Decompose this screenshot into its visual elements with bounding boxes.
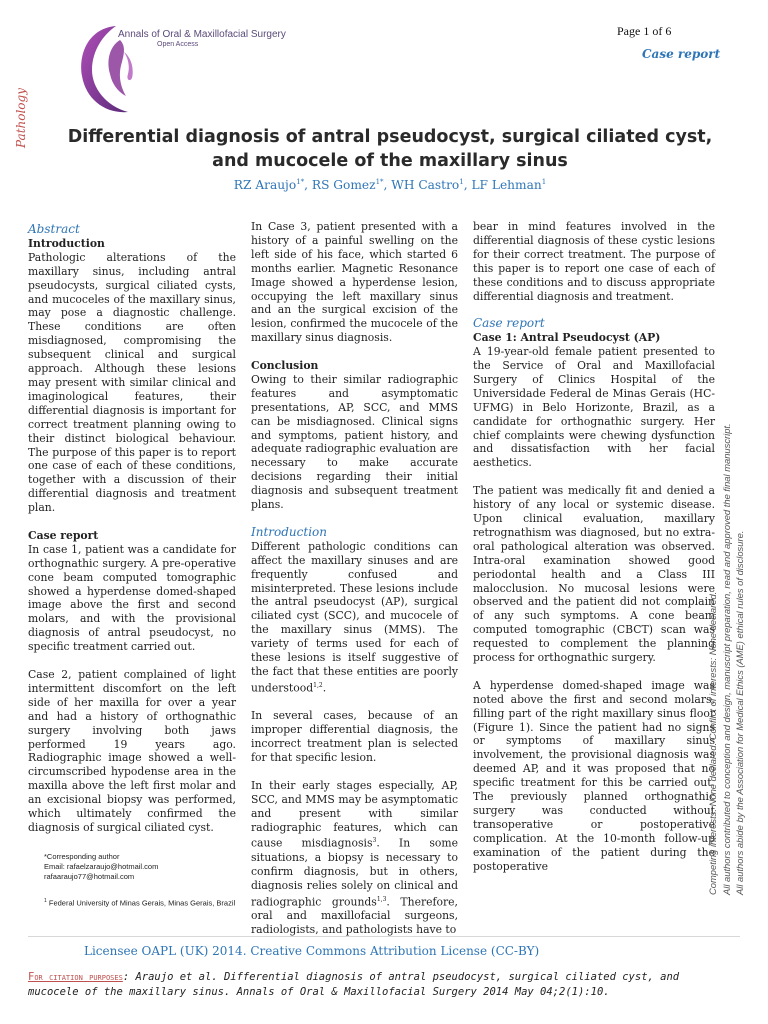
case-report-heading: Case report xyxy=(473,316,545,331)
introduction-p1: Different pathologic conditions can affect the maxillary sinuses and are frequently confused and misinterpreted. These lesions include the antral pseudocyst (AP), surgical ciliated cyst (SCC), and mucocele of the maxillary sinus (MMS). The variety of terms used for each of these lesions is itself suggestive of the fact that these entities are poorly understood$^{1,2}$. xyxy=(251,539,458,695)
page-number: Page 1 of 6 xyxy=(617,24,672,38)
abstract-case3-text: In Case 3, patient presented with a history of a painful swelling on the left side of his face, which started 6 months earlier. Magnetic Resonance Image showed a hyperdense lesion, occupying the left maxillary sinus and an the surgical excision of the lesion, confirmed the mucocele of the maxillary sinus diagnosis. xyxy=(251,220,458,345)
license-line: Licensee OAPL (UK) 2014. Creative Commons Attribution License (CC-BY) xyxy=(84,944,540,958)
case1-paragraph-1: A 19-year-old female patient presented to the Service of Oral and Maxillofacial Surgery of Clinics Hospital of the Universidade Federal de Minas Gerais (HC-UFMG) in Belo Horizonte, Brazil, as a candidate for orthognathic surgery. Her chief complaints were chewing dysfunction and dissatisfaction with her facial aesthetics. xyxy=(473,345,715,470)
column-3 xyxy=(473,220,715,874)
abstract-case1-text: In case 1, patient was a candidate for orthognathic surgery. A pre-operative cone beam computed tomographic showed a hyperdense domed-shaped image above the first and second molars, and with the provisional diagnosis of antral pseudocyst, no specific treatment carried out. xyxy=(28,542,236,654)
introduction-p3-text-c: . Therefore, oral and maxillofacial surgeons, radiologists, and pathologists have to xyxy=(251,895,458,937)
abstract-case-heading: Case report xyxy=(28,528,99,542)
introduction-p2: In several cases, because of an improper differential diagnosis, the incorrect treatment plan is selected for that specific lesion. xyxy=(251,709,458,764)
title-line-2: and mucocele of the maxillary sinus xyxy=(212,151,568,171)
corresponding-email-2: rafaaraujo77@hotmail.com xyxy=(44,872,135,882)
sidenote-line-1: Competing interests: None declared. Conflict of interests: None declared. xyxy=(707,591,718,895)
author-name: RZ Araujo xyxy=(233,178,297,193)
introduction-p1-text: Different pathologic conditions can affect the maxillary sinuses and are frequently confused and misinterpreted. These lesions include the antral pseudocyst (AP), surgical ciliated cyst (SCC), and mucocele of the maxillary sinus (MMS). The variety of terms used for each of these lesions is itself suggestive of the fact that these entities are poorly understood xyxy=(251,539,458,695)
conclusion-text: Owing to their similar radiographic features and asymptomatic presentations, AP, SCC, and MMS can be misdiagnosed. Clinical signs and symptoms, patient history, and adequate radiographic evaluation are necessary to make accurate decisions regarding their initial diagnosis and subsequent treatment plans. xyxy=(251,372,458,512)
article-title xyxy=(60,125,720,173)
abstract-case2-text: Case 2, patient complained of light intermittent discomfort on the left side of her maxilla for over a year and had a history of orthognathic surgery involving both jaws performed 19 years ago. Radiographic image showed a well-circumscribed hypodense area in the maxilla above the left first molar and an excisional biopsy was performed, which ultimately confirmed the diagnosis of surgical ciliated cyst. xyxy=(28,667,236,834)
column-2 xyxy=(251,220,458,937)
corresponding-author xyxy=(44,852,158,883)
author-mark: 1 xyxy=(459,178,464,186)
title-line-1: Differential diagnosis of antral pseudocyst, surgical ciliated cyst, xyxy=(67,127,713,147)
corresponding-email-1: Email: rafaelzaraujo@hotmail.com xyxy=(44,862,159,872)
affiliation-text: Federal University of Minas Gerais, Minas Gerais, Brazil xyxy=(46,898,236,908)
column-1 xyxy=(28,223,236,835)
author-mark: 1* xyxy=(296,178,305,186)
affiliation-mark: 1 xyxy=(44,898,47,904)
citation-label: For citation purposes xyxy=(28,971,123,983)
footer-divider xyxy=(28,936,740,937)
affiliation xyxy=(44,896,244,909)
author-name: WH Castro xyxy=(391,178,460,193)
section-label: Pathology xyxy=(14,88,28,148)
author-name: RS Gomez xyxy=(311,178,376,193)
case1-heading: Case 1: Antral Pseudocyst (AP) xyxy=(473,331,661,345)
corresponding-label: *Corresponding author xyxy=(44,852,120,861)
introduction-p3-text-b: . In some situations, a biopsy is necessary to confirm diagnosis, but in others, diagnosis relies solely on clinical and radiographic grounds xyxy=(251,837,458,909)
author-list: RZ Araujo$^{1*}$, RS Gomez$^{1*}$, WH Castro$^1$, LF Lehman$^1$ xyxy=(233,178,547,193)
open-access-label: Open Access xyxy=(157,41,199,48)
ref-mark: 1,3 xyxy=(376,895,387,903)
ref-mark: 1,2 xyxy=(313,681,323,689)
abstract-heading: Abstract xyxy=(28,222,80,236)
sidenote-line-3: All authors abide by the Association for Medical Ethics (AME) ethical rules of disclosure. xyxy=(734,530,745,895)
citation-text: : Araujo et al. Differential diagnosis of antral pseudocyst, surgical ciliated cyst, and mucocele of the maxillary sinus. Annals of Oral & Maxillofacial Surgery 2014 May 04;2(1):10. xyxy=(28,971,680,998)
article-type: Case report xyxy=(642,47,721,61)
introduction-p3 xyxy=(251,779,458,937)
introduction-heading: Introduction xyxy=(251,524,327,539)
journal-name: Annals of Oral & Maxillofacial Surgery xyxy=(118,29,286,40)
author-name: LF Lehman xyxy=(471,178,542,193)
conclusion-heading: Conclusion xyxy=(251,359,319,373)
author-mark: 1* xyxy=(375,178,384,186)
case1-paragraph-3: A hyperdense domed-shaped image was noted above the first and second molars, filling part of the right maxillary sinus floor (Figure 1). Since the patient had no signs or symptoms of maxillary sinus involvement, the provisional diagnosis was deemed AP, and it was proposed that no specific treatment for this be carried out. The previously planned orthognathic surgery was conducted without transoperative or postoperative complication. At the 10-month follow-up examination of the patient during the postoperative xyxy=(473,678,715,873)
sidenote-line-2: All authors contributed to conception and design, manuscript preparation, read and approved the final manuscript. xyxy=(720,423,732,895)
abstract-intro-text: Pathologic alterations of the maxillary sinus, including antral pseudocysts, surgical ciliated cysts, and mucoceles of the maxillary sinus, may pose a diagnostic challenge. These conditions are often misdiagnosed, compromising the subsequent clinical and surgical approach. Although these lesions may present with similar clinical and imaginological features, their differential diagnosis is important for correct treatment planning owing to their distinct biological behaviour. The purpose of this paper is to report one case of each of these conditions, together with a discussion of their differential diagnosis and treatment plan. xyxy=(28,250,236,515)
case1-paragraph-2: The patient was medically fit and denied a history of any local or systemic disease. Upon clinical evaluation, maxillary retrognathism was diagnosed, but no extra-oral pathological alteration was observed. Intra-oral examination showed good periodontal health and a Class III malocclusion. No mucosal lesions were observed and the patient did not complain of any such symptoms. A cone beam computed tomographic (CBCT) scan was requested to complement the planning process for orthognathic surgery. xyxy=(473,484,715,665)
introduction-p3-text-a: In their early stages especially, AP, SCC, and MMS may be asymptomatic and present with similar radiographic features, which can cause misdiagnosis xyxy=(251,778,458,850)
abstract-intro-heading: Introduction xyxy=(28,236,105,250)
ref-mark: 3 xyxy=(372,837,377,845)
introduction-continued: bear in mind features involved in the differential diagnosis of these cystic lesions for their correct treatment. The purpose of this paper is to report one case of each of these conditions and to discuss appropriate differential diagnosis and treatment. xyxy=(473,220,715,303)
citation-block xyxy=(28,970,728,1000)
disclosure-sidenote xyxy=(706,423,747,895)
author-mark: 1 xyxy=(541,178,547,186)
